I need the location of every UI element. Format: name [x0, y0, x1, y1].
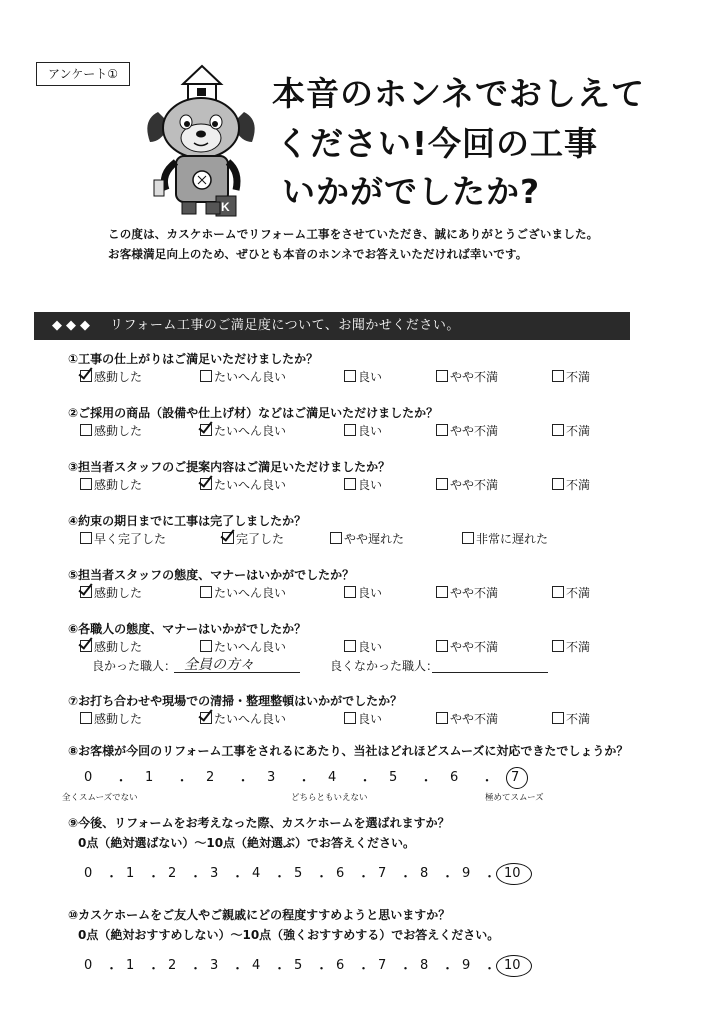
q10-scale-dot: ・ [231, 962, 245, 977]
option-label: 完了した [236, 532, 285, 546]
q9-scale-dot: ・ [147, 870, 161, 885]
q8-scale-dot: ・ [175, 774, 189, 789]
q8-scale-value[interactable]: 5 [389, 770, 398, 785]
question-6-option[interactable] [80, 638, 142, 655]
q9-scale-dot: ・ [357, 870, 371, 885]
q9-subtext: 0点（絶対選ばない）～10点（絶対選ぶ）でお答えください。 [78, 836, 416, 850]
question-3-option[interactable] [80, 476, 142, 493]
option-label: たいへん良い [214, 370, 287, 384]
question-7-option[interactable] [552, 710, 590, 727]
q10-scale-value[interactable]: 1 [126, 958, 135, 973]
checkbox-icon[interactable] [80, 478, 92, 490]
q10-scale-dot: ・ [189, 962, 203, 977]
question-1-option[interactable] [200, 368, 286, 385]
intro-line-1: この度は、カスケホームでリフォーム工事をさせていただき、誠にありがとうございました。 [108, 227, 599, 241]
question-4-text: ④約束の期日までに工事は完了しましたか？ [68, 514, 307, 528]
option-label: やや不満 [450, 478, 499, 492]
option-label: やや遅れた [344, 532, 405, 546]
checkbox-checked-icon[interactable] [200, 478, 212, 490]
q10-scale-value[interactable]: 10 [504, 958, 521, 973]
question-3-option[interactable] [200, 476, 286, 493]
q8-scale-dot: ・ [236, 774, 250, 789]
q10-scale-dot: ・ [357, 962, 371, 977]
survey-tag: アンケート① [36, 62, 130, 86]
q8-scale-value[interactable]: 3 [267, 770, 276, 785]
checkbox-icon[interactable] [200, 640, 212, 652]
q10-scale-value[interactable]: 2 [168, 958, 177, 973]
option-label: 不満 [566, 370, 591, 384]
question-3-option[interactable] [344, 476, 382, 493]
checkbox-icon[interactable] [462, 532, 474, 544]
q10-scale-dot: ・ [441, 962, 455, 977]
q8-scale-value[interactable]: 6 [450, 770, 459, 785]
question-1-option[interactable] [80, 368, 142, 385]
checkbox-icon[interactable] [344, 424, 356, 436]
option-label: 良い [358, 586, 383, 600]
question-1-option[interactable] [552, 368, 590, 385]
option-label: たいへん良い [214, 712, 287, 726]
option-label: やや不満 [450, 712, 499, 726]
question-2-option[interactable] [436, 422, 498, 439]
checkbox-icon[interactable] [436, 424, 448, 436]
q10-scale-value[interactable]: 8 [420, 958, 429, 973]
q8-scale-value[interactable]: 4 [328, 770, 337, 785]
title-line-3: いかがでしたか? [282, 172, 541, 211]
q9-scale-dot: ・ [315, 870, 329, 885]
option-label: 早く完了した [94, 532, 167, 546]
banner-diamonds: ◆◆◆ [52, 318, 94, 333]
good-craftsmen-value: 全員の方々 [184, 657, 254, 673]
question-2-text: ②ご採用の商品（設備や仕上げ材）などはご満足いただけましたか？ [68, 406, 439, 420]
house-icon [183, 66, 221, 100]
q8-scale-value[interactable]: 0 [84, 770, 93, 785]
option-label: 非常に遅れた [476, 532, 549, 546]
q10-selected-circle [496, 955, 532, 977]
option-label: 感動した [94, 640, 143, 654]
option-label: 良い [358, 424, 383, 438]
q10-scale-dot: ・ [105, 962, 119, 977]
q8-label-low: 全くスムーズでない [62, 793, 138, 803]
question-2-option[interactable] [80, 422, 142, 439]
question-2-option[interactable] [344, 422, 382, 439]
q10-scale-value[interactable]: 7 [378, 958, 387, 973]
question-7-option[interactable] [436, 710, 498, 727]
checkbox-icon[interactable] [436, 586, 448, 598]
q9-scale-value[interactable]: 5 [294, 866, 303, 881]
checkbox-icon[interactable] [330, 532, 342, 544]
question-7-text: ⑦お打ち合わせや現場での清掃・整理整頓はいかがでしたか？ [68, 694, 403, 708]
q8-label-mid: どちらともいえない [291, 793, 368, 803]
question-3-text: ③担当者スタッフのご提案内容はご満足いただけましたか？ [68, 460, 391, 474]
question-4-option[interactable] [330, 530, 404, 547]
checkbox-icon[interactable] [344, 478, 356, 490]
option-label: やや不満 [450, 370, 499, 384]
option-label: 良い [358, 640, 383, 654]
checkbox-icon[interactable] [436, 640, 448, 652]
option-label: たいへん良い [214, 640, 287, 654]
q9-scale-dot: ・ [189, 870, 203, 885]
q10-scale-value[interactable]: 9 [462, 958, 471, 973]
question-1-text: ①工事の仕上がりはご満足いただけましたか？ [68, 352, 319, 366]
q8-scale-dot: ・ [297, 774, 311, 789]
question-6-text: ⑥各職人の態度、マナーはいかがでしたか？ [68, 622, 307, 636]
option-label: 不満 [566, 478, 591, 492]
question-6-option[interactable] [344, 638, 382, 655]
question-5-option[interactable] [200, 584, 286, 601]
checkbox-icon[interactable] [436, 478, 448, 490]
question-5-option[interactable] [344, 584, 382, 601]
option-label: やや不満 [450, 586, 499, 600]
checkbox-icon[interactable] [552, 478, 564, 490]
question-7-option[interactable] [200, 710, 286, 727]
q9-scale-value[interactable]: 3 [210, 866, 219, 881]
q8-label-high: 極めてスムーズ [485, 793, 544, 803]
question-4-option[interactable] [80, 530, 166, 547]
question-6-option[interactable] [552, 638, 590, 655]
option-label: 不満 [566, 424, 591, 438]
checkbox-icon[interactable] [436, 712, 448, 724]
q10-scale-value[interactable]: 6 [336, 958, 345, 973]
q9-text: ⑨今後、リフォームをお考えなった際、カスケホームを選ばれますか？ [68, 816, 450, 830]
q9-selected-circle [496, 863, 532, 885]
checkbox-icon[interactable] [552, 640, 564, 652]
q8-scale-dot: ・ [480, 774, 494, 789]
good-craftsmen-field[interactable] [174, 654, 300, 673]
checkbox-checked-icon[interactable] [222, 532, 234, 544]
checkbox-icon[interactable] [80, 424, 92, 436]
checkbox-icon[interactable] [552, 712, 564, 724]
checkbox-icon[interactable] [344, 370, 356, 382]
q8-scale-value[interactable]: 1 [145, 770, 154, 785]
option-label: 感動した [94, 586, 143, 600]
question-3-option[interactable] [552, 476, 590, 493]
question-2-option[interactable] [552, 422, 590, 439]
checkbox-checked-icon[interactable] [200, 424, 212, 436]
q8-scale-dot: ・ [114, 774, 128, 789]
q9-scale-dot: ・ [273, 870, 287, 885]
title-line-1: 本音のホンネでおしえて [272, 74, 646, 113]
q9-scale-value[interactable]: 4 [252, 866, 261, 881]
option-label: たいへん良い [214, 424, 287, 438]
banner-text: リフォーム工事のご満足度について、お聞かせください。 [110, 318, 460, 333]
q9-scale-value[interactable]: 2 [168, 866, 177, 881]
option-label: 良い [358, 712, 383, 726]
option-label: 感動した [94, 370, 143, 384]
question-3-option[interactable] [436, 476, 498, 493]
question-5-option[interactable] [552, 584, 590, 601]
question-1-option[interactable] [344, 368, 382, 385]
q9-scale-value[interactable]: 1 [126, 866, 135, 881]
checkbox-icon[interactable] [344, 640, 356, 652]
mascot-badge: K [221, 200, 230, 214]
question-7-option[interactable] [80, 710, 142, 727]
checkbox-checked-icon[interactable] [80, 640, 92, 652]
question-4-option[interactable] [222, 530, 284, 547]
option-label: 感動した [94, 478, 143, 492]
q9-scale-value[interactable]: 6 [336, 866, 345, 881]
q10-scale-dot: ・ [147, 962, 161, 977]
checkbox-icon[interactable] [436, 370, 448, 382]
checkbox-checked-icon[interactable] [80, 586, 92, 598]
q10-scale-dot: ・ [483, 962, 497, 977]
title-line-2: ください!今回の工事 [276, 124, 599, 163]
q9-scale-dot: ・ [399, 870, 413, 885]
bad-craftsmen-field[interactable] [432, 654, 548, 673]
q8-selected-circle [506, 767, 528, 789]
checkbox-icon[interactable] [200, 370, 212, 382]
q9-scale-dot: ・ [441, 870, 455, 885]
intro-line-2: お客様満足向上のため、ぜひとも本音のホンネでお答えいただければ幸いです。 [108, 247, 528, 261]
q10-scale-value[interactable]: 5 [294, 958, 303, 973]
option-label: 感動した [94, 424, 143, 438]
good-craftsmen-label: 良かった職人： [92, 659, 177, 673]
question-6-option[interactable] [436, 638, 498, 655]
checkbox-checked-icon[interactable] [200, 712, 212, 724]
question-7-option[interactable] [344, 710, 382, 727]
option-label: たいへん良い [214, 586, 287, 600]
section-banner [34, 312, 630, 340]
checkbox-icon[interactable] [344, 712, 356, 724]
option-label: 感動した [94, 712, 143, 726]
q10-scale-value[interactable]: 4 [252, 958, 261, 973]
q10-scale-dot: ・ [315, 962, 329, 977]
question-5-option[interactable] [436, 584, 498, 601]
q10-scale-dot: ・ [273, 962, 287, 977]
question-4-option[interactable] [462, 530, 548, 547]
q8-scale-dot: ・ [419, 774, 433, 789]
q10-text: ⑩カスケホームをご友人やご親戚にどの程度すすめようと思いますか？ [68, 908, 451, 922]
question-5-option[interactable] [80, 584, 142, 601]
bad-craftsmen-label: 良くなかった職人： [330, 659, 439, 673]
option-label: 良い [358, 370, 383, 384]
question-6-option[interactable] [200, 638, 286, 655]
dog-mascot-icon [140, 62, 260, 220]
option-label: やや不満 [450, 424, 499, 438]
q8-text: ⑧お客様が今回のリフォーム工事をされるにあたり、当社はどれほどスムーズに対応できたでしょうか？ [68, 744, 629, 758]
option-label: 良い [358, 478, 383, 492]
q10-scale-value[interactable]: 0 [84, 958, 93, 973]
q8-scale-value[interactable]: 2 [206, 770, 215, 785]
checkbox-icon[interactable] [200, 586, 212, 598]
checkbox-icon[interactable] [344, 586, 356, 598]
q9-scale-value[interactable]: 8 [420, 866, 429, 881]
question-5-text: ⑤担当者スタッフの態度、マナーはいかがでしたか？ [68, 568, 355, 582]
checkbox-icon[interactable] [80, 532, 92, 544]
q9-scale-dot: ・ [483, 870, 497, 885]
q9-scale-dot: ・ [231, 870, 245, 885]
checkbox-checked-icon[interactable] [80, 370, 92, 382]
question-2-option[interactable] [200, 422, 286, 439]
q10-scale-dot: ・ [399, 962, 413, 977]
question-1-option[interactable] [436, 368, 498, 385]
q9-scale-value[interactable]: 10 [504, 866, 521, 881]
checkbox-icon[interactable] [552, 370, 564, 382]
checkbox-icon[interactable] [552, 586, 564, 598]
checkbox-icon[interactable] [80, 712, 92, 724]
option-label: たいへん良い [214, 478, 287, 492]
q10-scale-value[interactable]: 3 [210, 958, 219, 973]
option-label: 不満 [566, 640, 591, 654]
q8-scale-value[interactable]: 7 [511, 770, 520, 785]
option-label: 不満 [566, 586, 591, 600]
q8-scale-dot: ・ [358, 774, 372, 789]
q10-subtext: 0点（絶対おすすめしない）～10点（強くおすすめする）でお答えください。 [78, 928, 500, 942]
checkbox-icon[interactable] [552, 424, 564, 436]
q9-scale-dot: ・ [105, 870, 119, 885]
option-label: やや不満 [450, 640, 499, 654]
option-label: 不満 [566, 712, 591, 726]
q9-scale-value[interactable]: 9 [462, 866, 471, 881]
q9-scale-value[interactable]: 0 [84, 866, 93, 881]
q9-scale-value[interactable]: 7 [378, 866, 387, 881]
